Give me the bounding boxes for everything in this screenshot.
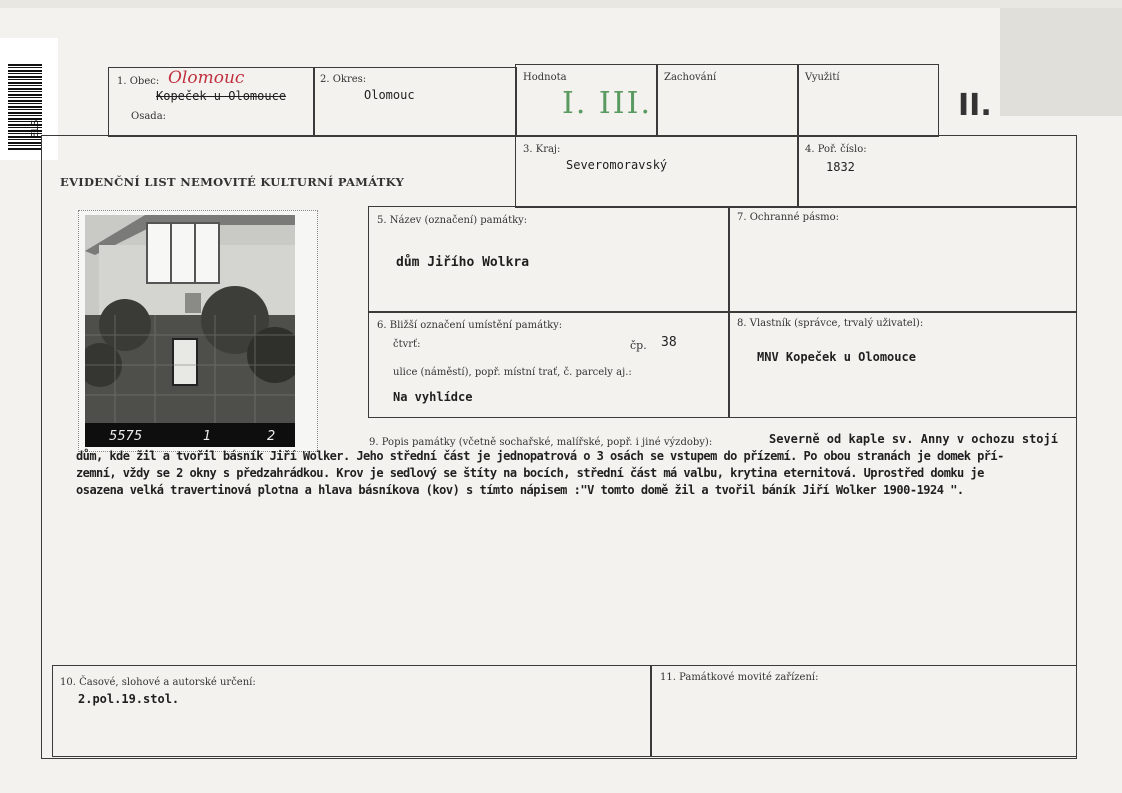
vyuziti-label: Využití — [805, 72, 840, 83]
class-mark: II. — [958, 88, 992, 123]
photo-num-2: 2 — [267, 429, 276, 444]
ulice-label: ulice (náměstí), popř. místní trať, č. parcely aj.: — [393, 367, 632, 378]
popis-label: 9. Popis památky (včetně sochařské, malířské, popř. i jiné výzdoby): — [369, 437, 713, 448]
umisteni-label: 6. Bližší označení umístění památky: — [377, 320, 563, 331]
barcode-code: ELS — [30, 119, 41, 138]
cp-value: 38 — [661, 335, 677, 350]
casove-label: 10. Časové, slohové a autorské určení: — [60, 677, 256, 688]
zarizeni-label: 11. Památkové movité zařízení: — [660, 672, 819, 683]
nazev-label: 5. Název (označení) památky: — [377, 215, 528, 226]
osada-label: Osada: — [131, 111, 167, 122]
form-title: EVIDENČNÍ LIST NEMOVITÉ KULTURNÍ PAMÁTKY — [60, 175, 405, 189]
popis-line-3: zemní, vždy se 2 okny s předzahrádkou. Krov je sedlový se štíty na bocích, střední část má valbu, krytina eternitová. Uprostřed domku je — [76, 466, 984, 480]
hodnota-label: Hodnota — [523, 72, 567, 83]
building-photo-image — [85, 215, 295, 447]
vlastnik-value: MNV Kopeček u Olomouce — [757, 350, 916, 364]
pasmo-label: 7. Ochranné pásmo: — [737, 212, 840, 223]
folded-corner — [1000, 8, 1122, 116]
cp-label: čp. — [630, 339, 647, 352]
building-photo — [78, 210, 318, 452]
ctvrt-label: čtvrť: — [393, 339, 421, 350]
ulice-value: Na vyhlídce — [393, 390, 473, 404]
photo-code: 5575 — [109, 429, 143, 444]
obec-note: Kopeček u Olomouce — [156, 89, 287, 103]
zachovani-label: Zachování — [664, 72, 717, 83]
vlastnik-label: 8. Vlastník (správce, trvalý uživatel): — [737, 318, 924, 329]
obec-value: Olomouc — [168, 68, 245, 88]
hodnota-value: I. III. — [562, 86, 653, 121]
okres-value: Olomouc — [364, 88, 415, 102]
popis-line-2: dům, kde žil a tvořil básník Jiří Wolker. Jeho střední část je jednopatrová o 3 osách se vstupem do přízemí. Po obou stranách je domek pří- — [76, 449, 1004, 463]
casove-value: 2.pol.19.stol. — [78, 692, 180, 706]
photo-num-1: 1 — [203, 429, 212, 444]
kraj-value: Severomoravský — [566, 158, 668, 172]
okres-label: 2. Okres: — [320, 74, 367, 85]
por-cislo-value: 1832 — [826, 160, 855, 174]
obec-label: 1. Obec: — [117, 76, 160, 87]
kraj-label: 3. Kraj: — [523, 144, 561, 155]
nazev-value: dům Jiřího Wolkra — [396, 255, 530, 270]
popis-line-1: Severně od kaple sv. Anny v ochozu stojí — [769, 432, 1058, 446]
por-cislo-label: 4. Poř. číslo: — [805, 144, 867, 155]
popis-line-4: osazena velká travertinová plotna a hlava básníkova (kov) s tímto nápisem :"V tomto domě žil a tvořil báník Jiří Wolker 1900-1924 ". — [76, 483, 964, 497]
